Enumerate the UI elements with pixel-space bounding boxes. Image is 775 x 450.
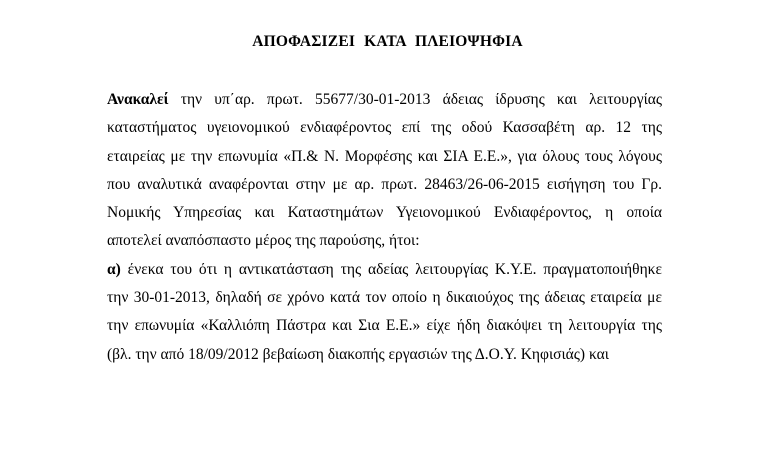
- paragraph2-lead: α): [107, 260, 121, 278]
- paragraph1-line-6: αποτελεί αναπόσπαστο μέρος της παρούσης, ήτοι:: [107, 232, 420, 250]
- paragraph1-line-2: καταστήματος υγειονομικού ενδιαφέροντος επί της οδού Κασσαβέτη αρ. 12 της: [107, 119, 662, 137]
- paragraph2-line-1: [107, 256, 662, 284]
- paragraph2-line-1-text: ένεκα του ότι η αντικατάσταση της αδείας λειτουργίας Κ.Υ.Ε. πραγματοποιήθηκε: [120, 260, 662, 278]
- document-body: [107, 86, 662, 369]
- paragraph1-lead: Ανακαλεί: [107, 91, 169, 108]
- paragraph2-line-3: την επωνυμία «Καλλιόπη Πάστρα και Σια Ε.Ε.» είχε ήδη διακόψει τη λειτουργία της: [107, 317, 662, 335]
- paragraph1-line-4: που αναλυτικά αναφέρονται στην με αρ. πρωτ. 28463/26-06-2015 εισήγηση του Γρ.: [107, 175, 662, 193]
- paragraph1-line-1: [107, 86, 662, 114]
- paragraph1-line-1-text: την υπ΄αρ. πρωτ. 55677/30-01-2013 άδειας ίδρυσης και λειτουργίας: [168, 91, 662, 108]
- paragraph2-line-2: την 30-01-2013, δηλαδή σε χρόνο κατά τον οποίο η δικαιούχος της άδειας εταιρεία με: [107, 289, 662, 307]
- paragraph2-line-4: (βλ. την από 18/09/2012 βεβαίωση διακοπής εργασιών της Δ.Ο.Υ. Κηφισιάς) και: [107, 345, 609, 363]
- paragraph1-line-3: εταιρείας με την επωνυμία «Π.& Ν. Μορφέσης και ΣΙΑ Ε.Ε.», για όλους τους λόγους: [107, 147, 662, 165]
- decision-heading: ΑΠΟΦΑΣΙΖΕΙ ΚΑΤΑ ΠΛΕΙΟΨΗΦΙΑ: [252, 33, 523, 50]
- paragraph1-line-5: Νομικής Υπηρεσίας και Καταστημάτων Υγειονομικού Ενδιαφέροντος, η οποία: [107, 204, 662, 222]
